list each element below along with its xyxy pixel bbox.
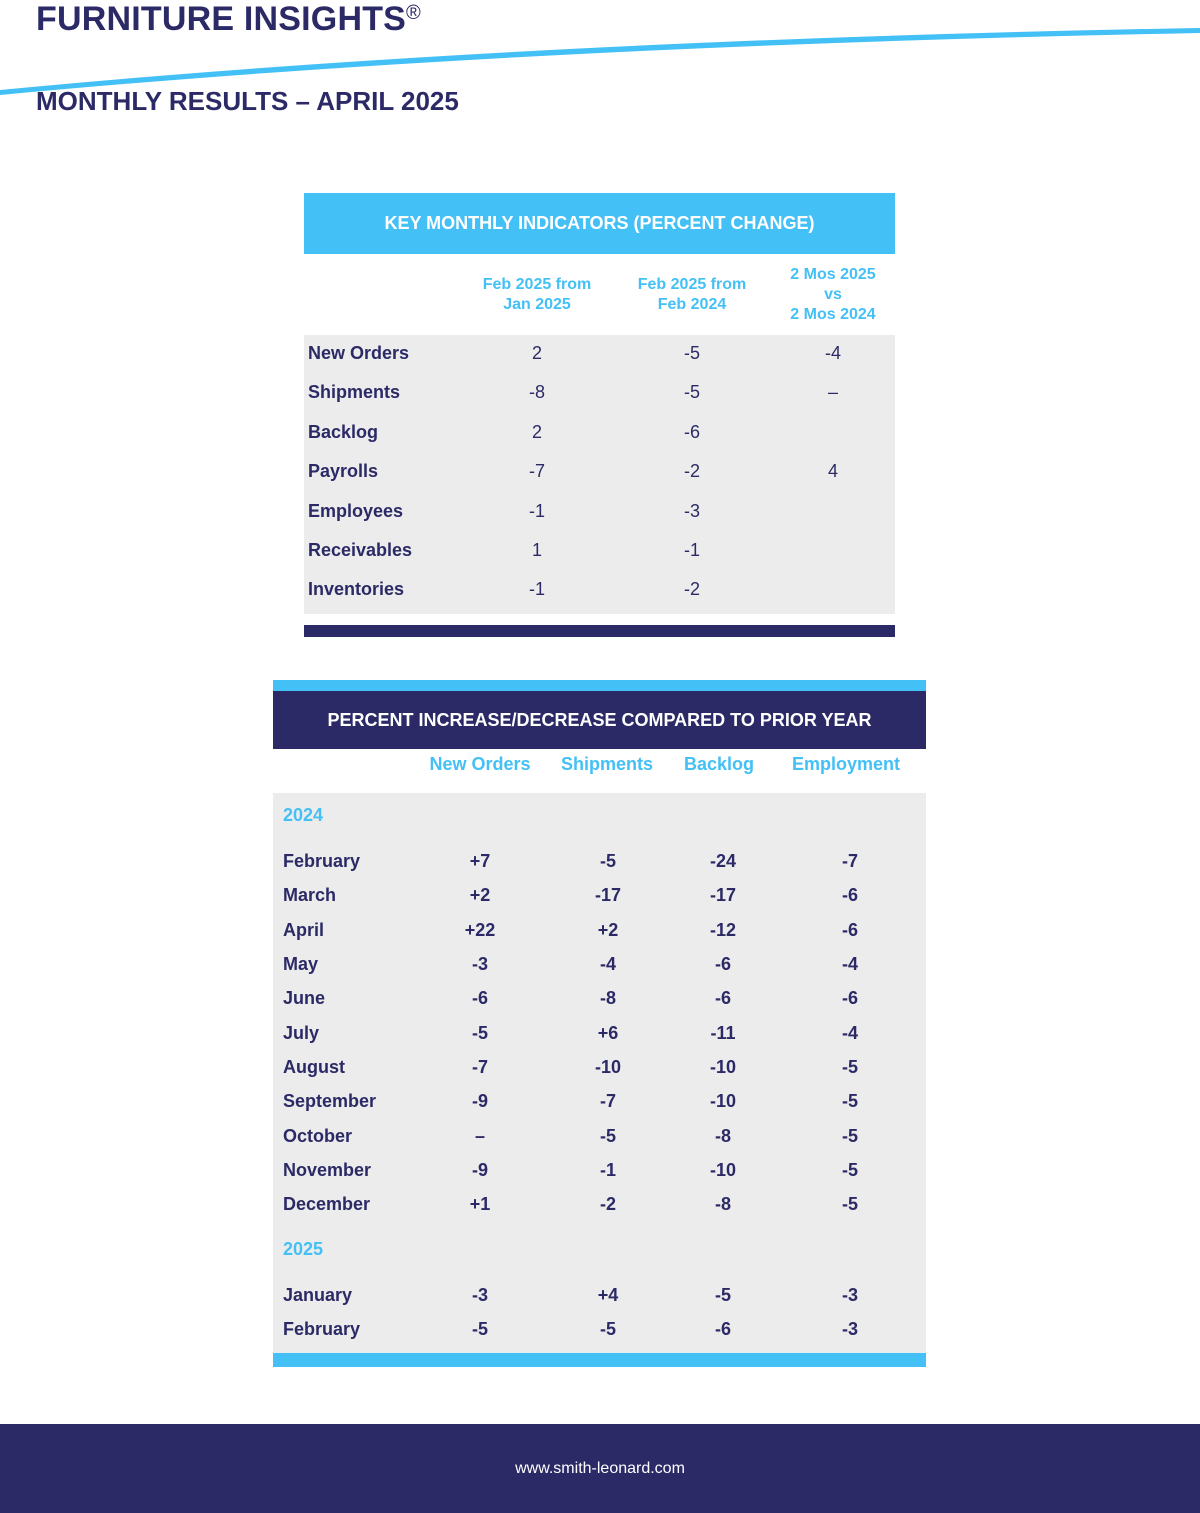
year-heading-2024: 2024 — [283, 805, 324, 825]
prior-year-column-headers — [273, 749, 926, 793]
cell-value: -3 — [841, 1319, 858, 1339]
row-label: March — [283, 885, 337, 905]
prior-year-body — [273, 793, 926, 1353]
cell-value: +7 — [469, 851, 491, 871]
cell-value: -7 — [599, 1091, 616, 1111]
page-subtitle: MONTHLY RESULTS – APRIL 2025 — [36, 86, 459, 116]
row-label: July — [283, 1023, 320, 1043]
table-row — [273, 919, 926, 953]
cell-value: -5 — [841, 1091, 858, 1111]
row-label: October — [283, 1126, 353, 1146]
cell-value: -4 — [841, 954, 858, 974]
cell-value: -5 — [841, 1160, 858, 1180]
cell-value: -5 — [599, 851, 616, 871]
row-label: Receivables — [308, 539, 413, 560]
cell-value: -10 — [594, 1057, 621, 1077]
key-indicators-body — [304, 335, 895, 614]
row-label: New Orders — [308, 343, 410, 363]
cell-value: -6 — [471, 988, 488, 1008]
cell-value: – — [827, 382, 838, 403]
table-row — [273, 987, 926, 1021]
brand-title-text: FURNITURE INSIGHTS — [36, 0, 407, 38]
year-heading-2025: 2025 — [283, 1239, 324, 1259]
brand-title — [36, 0, 421, 39]
cell-value: -8 — [714, 1126, 731, 1146]
cell-value: +2 — [469, 885, 491, 905]
footer-website-link[interactable]: www.smith-leonard.com — [515, 1459, 685, 1477]
row-label: February — [283, 851, 361, 871]
key-indicators-column-headers — [304, 254, 895, 335]
column-header-line: Feb 2025 from — [637, 275, 747, 293]
cell-value: -3 — [841, 1285, 858, 1305]
cell-value: -5 — [841, 1194, 858, 1214]
prior-year-title: PERCENT INCREASE/DECREASE COMPARED TO PRIOR YEAR — [273, 691, 926, 749]
cell-value: -8 — [599, 988, 616, 1008]
table-row — [304, 375, 895, 414]
cell-value: -2 — [683, 579, 700, 600]
cell-value: -7 — [471, 1057, 488, 1077]
cell-value: -4 — [599, 954, 616, 974]
cell-value: -12 — [709, 920, 736, 940]
cell-value: -5 — [683, 343, 700, 363]
cell-value: -2 — [599, 1194, 616, 1214]
prior-year-top-stripe — [273, 680, 926, 691]
cell-value: 2 — [531, 421, 542, 442]
cell-value: +22 — [464, 920, 496, 940]
cell-value: -9 — [471, 1091, 488, 1111]
column-header-line: vs — [824, 285, 842, 303]
table-row — [273, 1056, 926, 1090]
registered-mark: ® — [406, 2, 421, 24]
row-label: September — [283, 1091, 377, 1111]
column-header-shipments: Shipments — [560, 754, 653, 774]
cell-value: – — [474, 1126, 485, 1146]
cell-value: -6 — [714, 988, 731, 1008]
cell-value: -2 — [683, 461, 700, 482]
key-indicators-title: KEY MONTHLY INDICATORS (PERCENT CHANGE) — [304, 193, 895, 254]
table-row — [304, 533, 895, 572]
cell-value: -8 — [714, 1194, 731, 1214]
row-label: January — [283, 1285, 353, 1305]
table-row — [273, 953, 926, 987]
cell-value: -8 — [528, 382, 545, 403]
cell-value: -3 — [471, 1285, 488, 1305]
column-header-line: Jan 2025 — [503, 295, 571, 313]
cell-value: +4 — [597, 1285, 619, 1305]
prior-year-table — [273, 680, 926, 1367]
table-row — [273, 1022, 926, 1056]
column-header-new-orders: New Orders — [429, 754, 531, 774]
table-row — [304, 572, 895, 611]
cell-value: -5 — [841, 1126, 858, 1146]
cell-value: -6 — [841, 885, 858, 905]
cell-value: 1 — [531, 539, 542, 560]
row-label: May — [283, 954, 319, 974]
cell-value: -6 — [714, 1319, 731, 1339]
table-row — [304, 494, 895, 533]
column-header-line: 2 Mos 2025 — [790, 265, 876, 283]
table-row — [304, 336, 895, 375]
row-label: August — [283, 1057, 345, 1077]
cell-value: -5 — [471, 1319, 488, 1339]
table-row — [273, 884, 926, 918]
cell-value: -4 — [824, 343, 841, 363]
table-row — [304, 415, 895, 454]
row-label: Backlog — [308, 421, 379, 442]
cell-value: -6 — [841, 920, 858, 940]
cell-value: -10 — [709, 1057, 736, 1077]
column-header-two-months — [773, 254, 893, 335]
row-label: June — [283, 988, 326, 1008]
row-label: April — [283, 920, 325, 940]
table-row — [273, 1284, 926, 1318]
cell-value: -1 — [528, 500, 545, 521]
cell-value: -1 — [528, 579, 545, 600]
cell-value: -9 — [471, 1160, 488, 1180]
cell-value: -5 — [599, 1126, 616, 1146]
cell-value: -24 — [709, 851, 736, 871]
footer — [0, 1424, 1200, 1513]
cell-value: -1 — [599, 1160, 616, 1180]
cell-value: -5 — [841, 1057, 858, 1077]
cell-value: -10 — [709, 1160, 736, 1180]
cell-value: -1 — [683, 539, 700, 560]
column-header-employment: Employment — [791, 754, 901, 774]
key-indicators-bottom-stripe — [304, 625, 895, 637]
column-header-line: Feb 2024 — [657, 295, 727, 313]
row-label: November — [283, 1160, 372, 1180]
table-row — [273, 1125, 926, 1159]
table-row — [273, 1318, 926, 1352]
table-row — [273, 850, 926, 884]
cell-value: +6 — [597, 1023, 619, 1043]
cell-value: -17 — [594, 885, 621, 905]
column-header-feb-vs-feb — [632, 254, 752, 335]
cell-value: -6 — [714, 954, 731, 974]
cell-value: 2 — [531, 343, 542, 363]
table-row — [304, 454, 895, 493]
cell-value: -5 — [714, 1285, 731, 1305]
cell-value: +1 — [469, 1194, 491, 1214]
cell-value: +2 — [597, 920, 619, 940]
cell-value: -4 — [841, 1023, 858, 1043]
row-label: February — [283, 1319, 361, 1339]
cell-value: -3 — [683, 500, 700, 521]
key-indicators-table — [304, 193, 895, 614]
column-header-line: 2 Mos 2024 — [790, 305, 876, 323]
row-label: Payrolls — [308, 461, 379, 482]
cell-value: -5 — [599, 1319, 616, 1339]
cell-value: -5 — [471, 1023, 488, 1043]
row-label: Shipments — [308, 382, 401, 403]
cell-value: -6 — [841, 988, 858, 1008]
row-label: Inventories — [308, 579, 405, 600]
row-label: December — [283, 1194, 371, 1214]
cell-value: -11 — [710, 1023, 736, 1043]
table-row — [273, 1159, 926, 1193]
prior-year-bottom-stripe — [273, 1353, 926, 1367]
column-header-backlog: Backlog — [683, 754, 755, 774]
cell-value: -7 — [841, 851, 858, 871]
cell-value: -10 — [709, 1091, 736, 1111]
cell-value: -3 — [471, 954, 488, 974]
row-label: Employees — [308, 500, 404, 521]
cell-value: -17 — [709, 885, 736, 905]
column-header-line: Feb 2025 from — [482, 275, 592, 293]
cell-value: -5 — [683, 382, 700, 403]
table-row — [273, 1090, 926, 1124]
cell-value: 4 — [827, 461, 838, 482]
cell-value: -6 — [683, 421, 700, 442]
column-header-feb-vs-jan — [477, 254, 597, 335]
table-row — [273, 1193, 926, 1227]
cell-value: -7 — [528, 461, 545, 482]
